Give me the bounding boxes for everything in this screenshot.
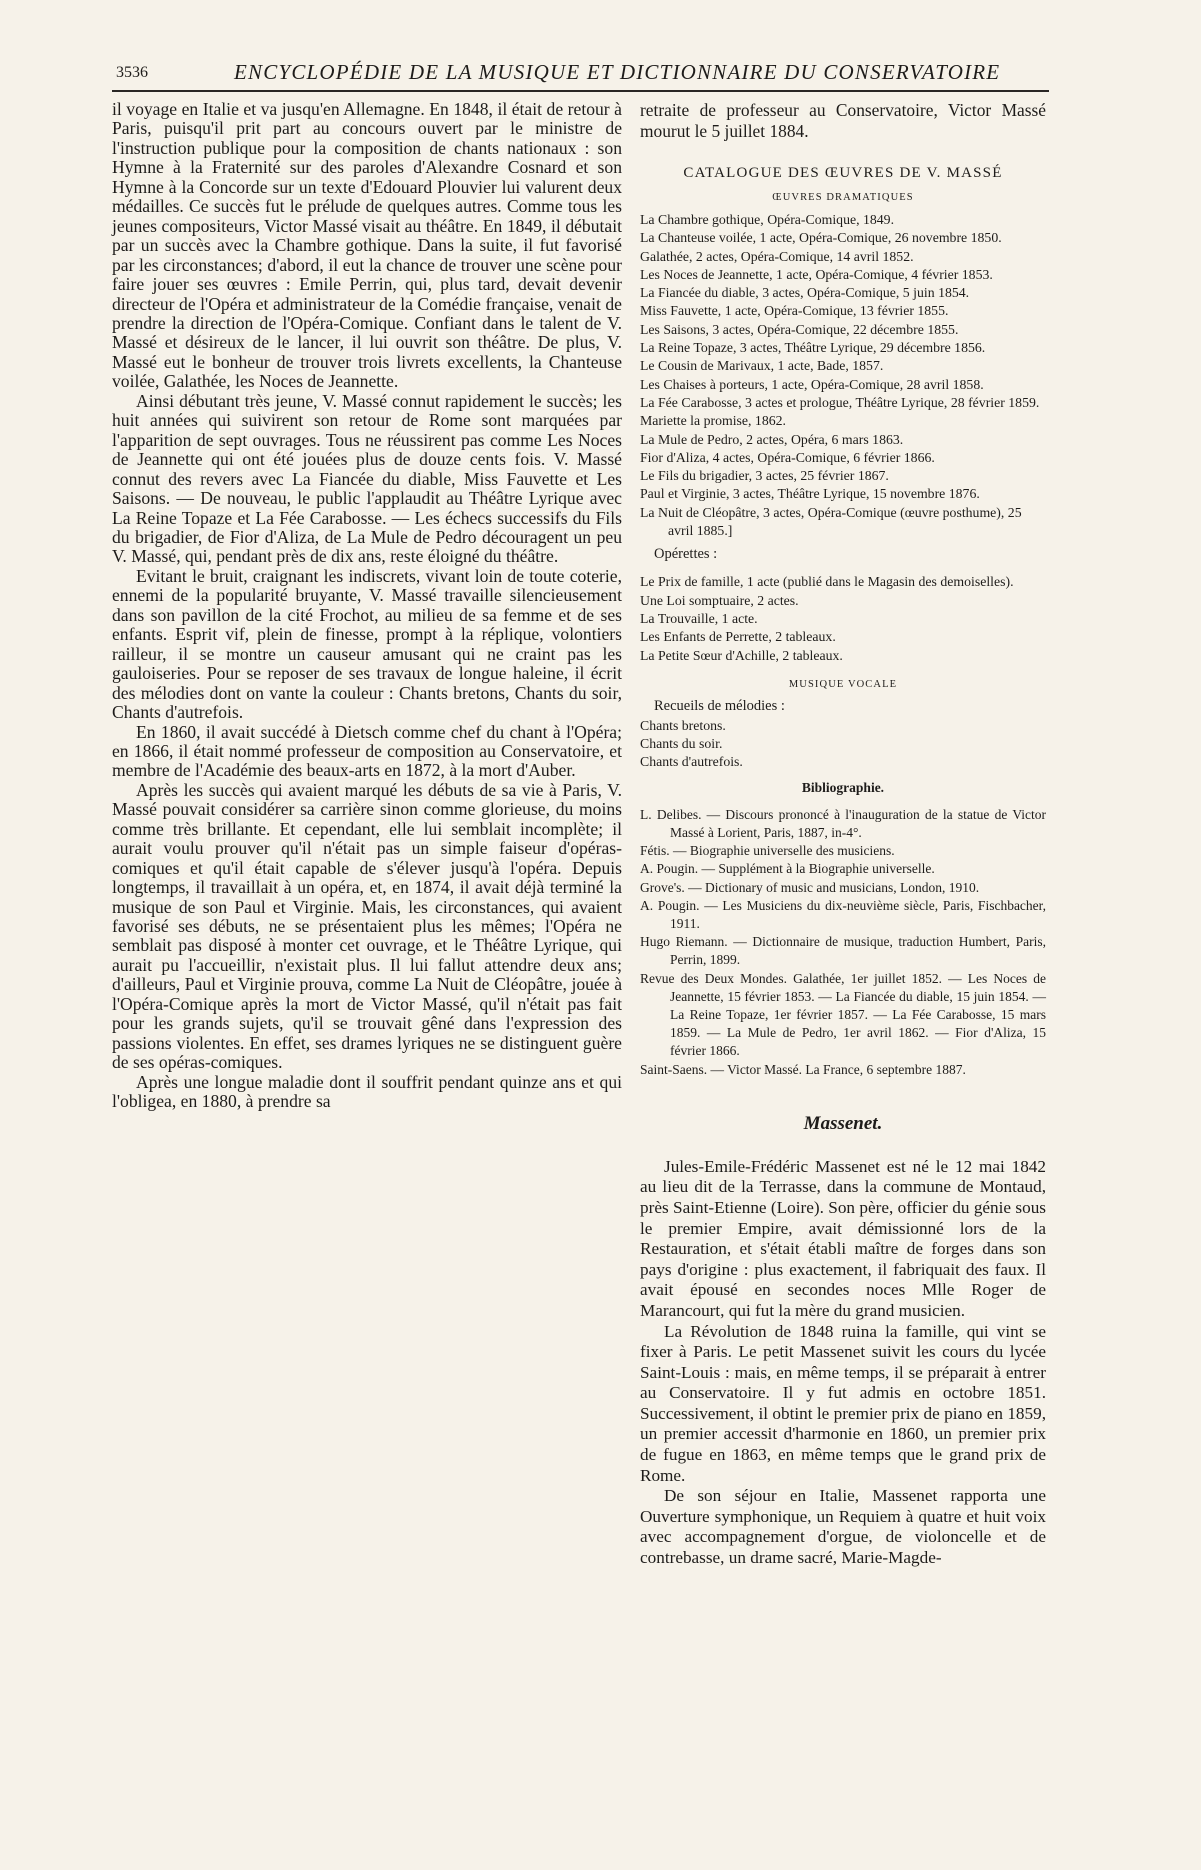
bibliography-entry: Grove's. — Dictionary of music and musicians, London, 1910.: [640, 879, 980, 895]
list-item: Une Loi somptuaire, 2 actes.: [640, 592, 799, 608]
list-item: Chants du soir.: [640, 736, 723, 752]
paragraph: Jules-Emile-Frédéric Massenet est né le 12 mai 1842 au lieu dit de la Terrasse, dans la commune de Montaud, près Saint-Etienne (Loire). Son père, officier du génie sous le premier Empire, avait démissionné lors de la Restauration, et s'était établi maître de forges dans son pays d'origine : plus exactement, il fabriquait des faux. Il avait épousé en secondes noces Mlle Roger de Marancourt, qui fut la mère du grand musicien.: [640, 1156, 1046, 1320]
bibliography-heading: Bibliographie.: [801, 779, 885, 795]
paragraph: Après les succès qui avaient marqué les débuts de sa vie à Paris, V. Massé pouvait considérer sa carrière sinon comme glorieuse, du moins comme très brillante. Et cependant, elle lui semblait incomplète; il aurait voulu prouver qu'il n'était pas un simple faiseur d'opéras-comiques et qu'il était capable de s'élever jusqu'à l'opéra. Depuis longtemps, il travaillait à un opéra, et, en 1874, il avait déjà terminé la musique de son Paul et Virginie. Mais, les circonstances, qui avaient favorisé ses débuts, ne se présentaient plus les mêmes; l'Opéra ne semblait pas disposé à monter cet ouvrage, et le Théâtre Lyrique, qui aurait pu l'accueillir, n'existait plus. Il lui fallut attendre deux ans; d'ailleurs, Paul et Virginie prouva, comme La Nuit de Cléopâtre, jouée à l'Opéra-Comique après la mort de Victor Massé, qu'il n'était pas fait pour les grands sujets, qu'il se trouvait gêné dans l'expression des passions violentes. En effet, ses drames lyriques ne se distinguent guère de ses opéras-comiques.: [112, 779, 622, 1073]
paragraph: De son séjour en Italie, Massenet rapporta une Ouverture symphonique, un Requiem à quatre et huit voix avec accompagnement d'orgue, de violoncelle et de contrebasse, un drame sacré, Marie-Magde-: [640, 1486, 1046, 1568]
list-item: Les Enfants de Perrette, 2 tableaux.: [640, 629, 836, 645]
list-item: Galathée, 2 actes, Opéra-Comique, 14 avril 1852.: [640, 248, 914, 264]
list-item: Le Fils du brigadier, 3 actes, 25 février 1867.: [640, 468, 889, 484]
list-item: Mariette la promise, 1862.: [640, 413, 786, 429]
paragraph: il voyage en Italie et va jusqu'en Allemagne. En 1848, il était de retour à Paris, puisqu'il prit part au concours ouvert par le ministre de l'instruction publique pour la composition de chants nationaux : son Hymne à la Fraternité sur des paroles d'Alexandre Cosnard et son Hymne à la Concorde sur un texte d'Edouard Plouvier lui valurent deux médailles. Ce succès fut le prélude de quelques autres. Comme tous les jeunes compositeurs, Victor Massé visait au théâtre. En 1849, il débutait par un succès avec la Chambre gothique. Dans la suite, il fut favorisé par les circonstances; d'abord, il eut la chance de trouver une scène pour faire jouer ses œuvres : Emile Perrin, qui, plus tard, devait devenir directeur de l'Opéra et administrateur de la Comédie française, venait de prendre la direction de l'Opéra-Comique. Confiant dans le talent de V. Massé et désireux de le lancer, il lui ouvrit son théâtre. De plus, V. Massé eut le bonheur de trouver trois livrets excellents, la Chanteuse voilée, Galathée, les Noces de Jeannette.: [112, 99, 622, 392]
list-item: Le Cousin de Marivaux, 1 acte, Bade, 1857.: [640, 358, 884, 374]
list-item: Fior d'Aliza, 4 actes, Opéra-Comique, 6 février 1866.: [640, 449, 935, 465]
list-item: Les Noces de Jeannette, 1 acte, Opéra-Comique, 4 février 1853.: [640, 266, 993, 282]
paragraph: Ainsi débutant très jeune, V. Massé connut rapidement le succès; les huit années qui suivirent son retour de Rome sont marquées par l'apparition de sept ouvrages. Tous ne réussirent pas comme Les Noces de Jeannette qui ont été jouées plus de douze cents fois. V. Massé connut des revers avec La Fiancée du diable, Miss Fauvette et Les Saisons. — De nouveau, le public l'applaudit au Théâtre Lyrique avec La Reine Topaze et La Fée Carabosse. — Les échecs successifs du Fils du brigadier, de Fior d'Aliza, de La Mule de Pedro découragent un peu V. Massé, qui, pendant près de dix ans, reste éloigné du théâtre.: [112, 390, 622, 567]
bibliography-entry: Hugo Riemann. — Dictionnaire de musique, traduction Humbert, Paris, Perrin, 1899.: [640, 934, 1046, 968]
list-item: Miss Fauvette, 1 acte, Opéra-Comique, 13 février 1855.: [640, 303, 949, 319]
list-item: Le Prix de famille, 1 acte (publié dans le Magasin des demoiselles).: [640, 574, 1014, 590]
left-column: [112, 100, 622, 1112]
bibliography-entry: A. Pougin. — Supplément à la Biographie universelle.: [640, 861, 935, 877]
list-item: Chants bretons.: [640, 717, 726, 733]
dramatic-works-list: [640, 211, 1046, 540]
paragraph: En 1860, il avait succédé à Dietsch comme chef du chant à l'Opéra; en 1866, il était nommé professeur de composition au Conservatoire, et membre de l'Académie des beaux-arts en 1872, à la mort d'Auber.: [112, 721, 622, 781]
bibliography-entry: A. Pougin. — Les Musiciens du dix-neuvième siècle, Paris, Fischbacher, 1911.: [640, 897, 1046, 931]
list-item: La Fiancée du diable, 3 actes, Opéra-Comique, 5 juin 1854.: [640, 285, 970, 301]
operettas-list: [640, 573, 1046, 664]
list-item: Paul et Virginie, 3 actes, Théâtre Lyrique, 15 novembre 1876.: [640, 486, 980, 502]
operettas-label: Opérettes :: [654, 546, 718, 563]
bibliography-entry: Saint-Saens. — Victor Massé. La France, 6 septembre 1887.: [640, 1061, 966, 1077]
right-column: [640, 100, 1046, 1569]
list-item: La Chanteuse voilée, 1 acte, Opéra-Comique, 26 novembre 1850.: [640, 230, 1002, 246]
header-rule: [112, 90, 1049, 92]
list-item: La Petite Sœur d'Achille, 2 tableaux.: [640, 647, 843, 663]
page-number: 3536: [116, 64, 148, 81]
vocal-music-heading: MUSIQUE VOCALE: [788, 678, 898, 690]
paragraph: Après une longue maladie dont il souffrit pendant quinze ans et qui l'obligea, en 1880, à prendre sa: [112, 1071, 622, 1112]
dramatic-works-heading: ŒUVRES DRAMATIQUES: [772, 192, 914, 203]
list-item: La Fée Carabosse, 3 actes et prologue, Théâtre Lyrique, 28 février 1859.: [640, 394, 1040, 410]
bibliography-entry: L. Delibes. — Discours prononcé à l'inauguration de la statue de Victor Massé à Lorient, Paris, 1887, in-4°.: [640, 806, 1046, 840]
list-item: La Chambre gothique, Opéra-Comique, 1849.: [640, 212, 895, 227]
running-title: ENCYCLOPÉDIE DE LA MUSIQUE ET DICTIONNAIRE DU CONSERVATOIRE: [234, 60, 1001, 84]
list-item: Les Saisons, 3 actes, Opéra-Comique, 22 décembre 1855.: [640, 321, 959, 337]
list-item: La Trouvaille, 1 acte.: [640, 610, 758, 626]
vocal-works-list: [640, 717, 1046, 772]
catalogue-title: CATALOGUE DES ŒUVRES DE V. MASSÉ: [683, 165, 1003, 181]
bibliography-entry: Revue des Deux Mondes. Galathée, 1er juillet 1852. — Les Noces de Jeannette, 15 février 1853. — La Fiancée du diable, 15 juin 1854. — La Reine Topaze, 1er février 1857. — La Fée Carabosse, 15 mars 1859. — La Mule de Pedro, 1er avril 1862. — Fior d'Aliza, 15 février 1866.: [640, 970, 1046, 1059]
section-title: Massenet.: [803, 1112, 883, 1134]
paragraph: Evitant le bruit, craignant les indiscrets, vivant loin de toute coterie, ennemi de la popularité bruyante, V. Massé travaille silencieusement dans son pavillon de la cité Frochot, au milieu de sa femme et de ses enfants. Esprit vif, plein de finesse, prompt à la réplique, volontiers railleur, il se montre un causeur amusant qui ne craint pas les gauloiseries. Pour se reposer de ses travaux de longue haleine, il écrit des mélodies dont on vante la couleur : Chants bretons, Chants du soir, Chants d'autrefois.: [112, 565, 622, 723]
running-header: [116, 60, 1046, 88]
paragraph: La Révolution de 1848 ruina la famille, qui vint se fixer à Paris. Le petit Massenet suivit les cours du lycée Saint-Louis : mais, en même temps, il se préparait à entrer au Conservatoire. Il y fut admis en octobre 1851. Successivement, il obtint le premier prix de piano en 1859, un premier accessit d'harmonie en 1860, un premier prix de fugue en 1863, en même temps que le grand prix de Rome.: [640, 1321, 1046, 1485]
list-item: La Reine Topaze, 3 actes, Théâtre Lyrique, 29 décembre 1856.: [640, 340, 986, 356]
massenet-body: [640, 1157, 1046, 1569]
list-item: Les Chaises à porteurs, 1 acte, Opéra-Comique, 28 avril 1858.: [640, 376, 984, 392]
list-item: Chants d'autrefois.: [640, 754, 743, 770]
list-item: La Mule de Pedro, 2 actes, Opéra, 6 mars 1863.: [640, 431, 904, 447]
list-item: La Nuit de Cléopâtre, 3 actes, Opéra-Comique (œuvre posthume), 25 avril 1885.]: [640, 504, 1022, 539]
vocal-collections-label: Recueils de mélodies :: [654, 697, 785, 714]
bibliography-list: [640, 806, 1046, 1079]
paragraph: retraite de professeur au Conservatoire, Victor Massé mourut le 5 juillet 1884.: [640, 100, 1046, 141]
bibliography-entry: Fétis. — Biographie universelle des musiciens.: [640, 843, 895, 859]
